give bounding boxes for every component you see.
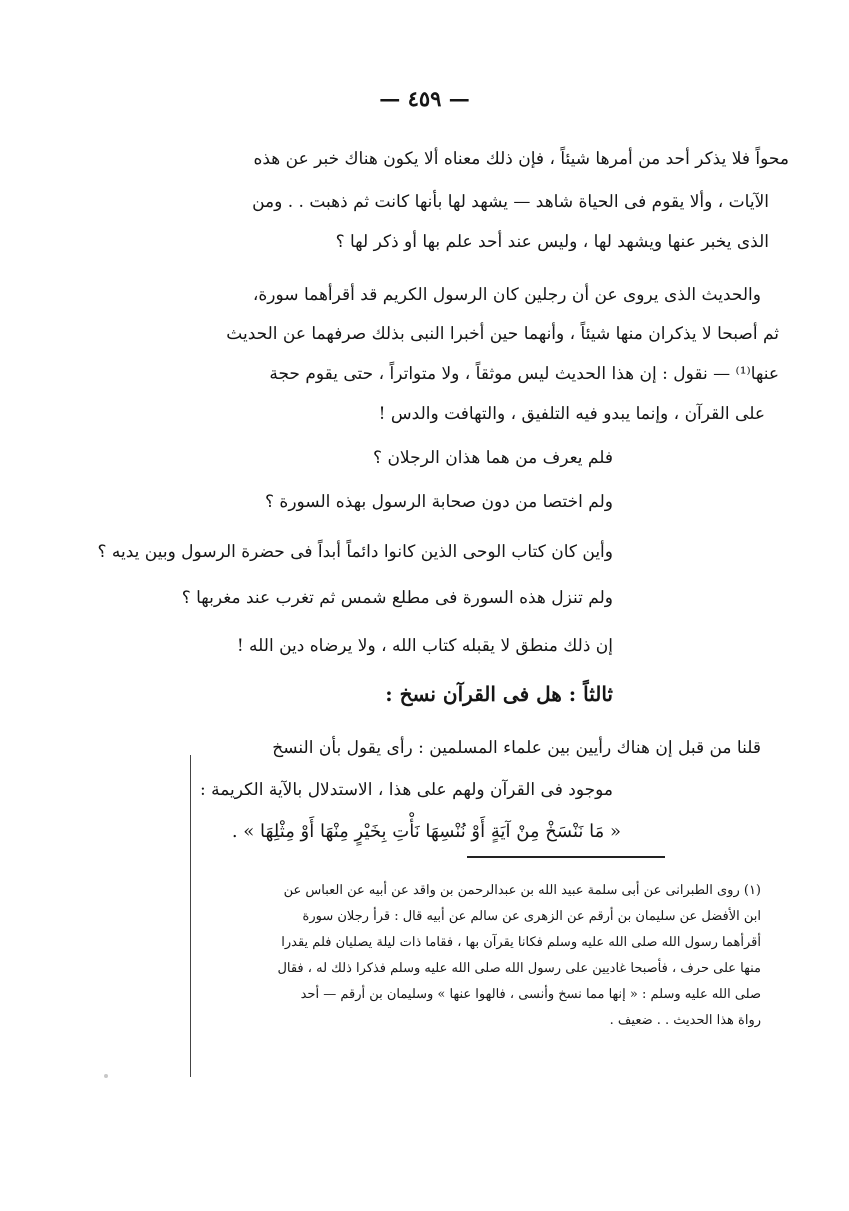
question-2: ولم اختصا من دون صحابة الرسول بهذه السورة ؟ [264,492,613,512]
para1-line-1: محواً فلا يذكر أحد من أمرها شيئاً ، فإن ذلك معناه ألا يكون هناك خبر عن هذه [253,149,789,169]
question-4: ولم تنزل هذه السورة فى مطلع شمس ثم تغرب عند مغربها ؟ [181,588,613,608]
para2-line-4: على القرآن ، وإنما يبدو فيه التلفيق ، والتهافت والدس ! [378,404,765,424]
footnote-line-6: رواة هذا الحديث . . ضعيف . [609,1013,761,1028]
footnote-divider [467,856,665,858]
footnote-line-2: ابن الأفضل عن سليمان بن أرقم عن الزهرى عن سالم عن أبيه قال : قرأ رجلان سورة [302,909,761,924]
para1-line-2: الآيات ، وألا يقوم فى الحياة شاهد — يشهد لها بأنها كانت ثم ذهبت . . ومن [252,192,769,212]
para3-line-1: قلنا من قبل إن هناك رأيين بين علماء المسلمين : رأى يقول بأن النسخ [272,738,761,758]
question-5: إن ذلك منطق لا يقبله كتاب الله ، ولا يرضاه دين الله ! [236,636,613,656]
page-number: — ٤٥٩ — [379,86,470,111]
para1-line-3: الذى يخبر عنها ويشهد لها ، وليس عند أحد علم بها أو ذكر لها ؟ [335,232,769,252]
question-1: فلم يعرف من هما هذان الرجلان ؟ [373,448,613,468]
footnote-line-5: صلى الله عليه وسلم : « إنها مما نسخ وأنسى ، فالهوا عنها » وسليمان بن أرقم — أحد [300,987,761,1002]
para2-line-1: والحديث الذى يروى عن أن رجلين كان الرسول الكريم قد أقرأهما سورة، [252,285,761,305]
para2-line-2: ثم أصبحا لا يذكران منها شيئاً ، وأنهما حين أخبرا النبى بذلك صرفهما عن الحديث [226,324,779,344]
para3-line-2: موجود فى القرآن ولهم على هذا ، الاستدلال بالآية الكريمة : [199,780,613,800]
footnote-line-1: (١) روى الطبرانى عن أبى سلمة عبيد الله بن عبدالرحمن بن واقد عن أبيه عن العباس عن [283,883,761,898]
para2-line-3: عنها⁽¹⁾ — نقول : إن هذا الحديث ليس موثقاً ، ولا متواتراً ، حتى يقوم حجة [269,364,779,384]
section-heading: ثالثاً : هل فى القرآن نسخ : [385,682,613,706]
scan-margin-line [190,755,191,1077]
footnote-line-4: منها على حرف ، فأصبحا غاديين على رسول الله صلى الله عليه وسلم فذكرا ذلك له ، فقال [277,961,761,976]
question-3: وأين كان كتاب الوحى الذين كانوا دائماً أبداً فى حضرة الرسول وبين يديه ؟ [97,542,613,562]
footnote-line-3: أقرأهما رسول الله صلى الله عليه وسلم فكانا يقرآن بها ، فقاما ذات ليلة يصليان فلم يقدرا [281,935,761,950]
quran-verse: « مَا نَنْسَخْ مِنْ آيَةٍ أَوْ نُنْسِهَا نَأْتِ بِخَيْرٍ مِنْهَا أَوْ مِثْلِهَا » . [231,821,621,842]
scan-speck [104,1074,108,1078]
